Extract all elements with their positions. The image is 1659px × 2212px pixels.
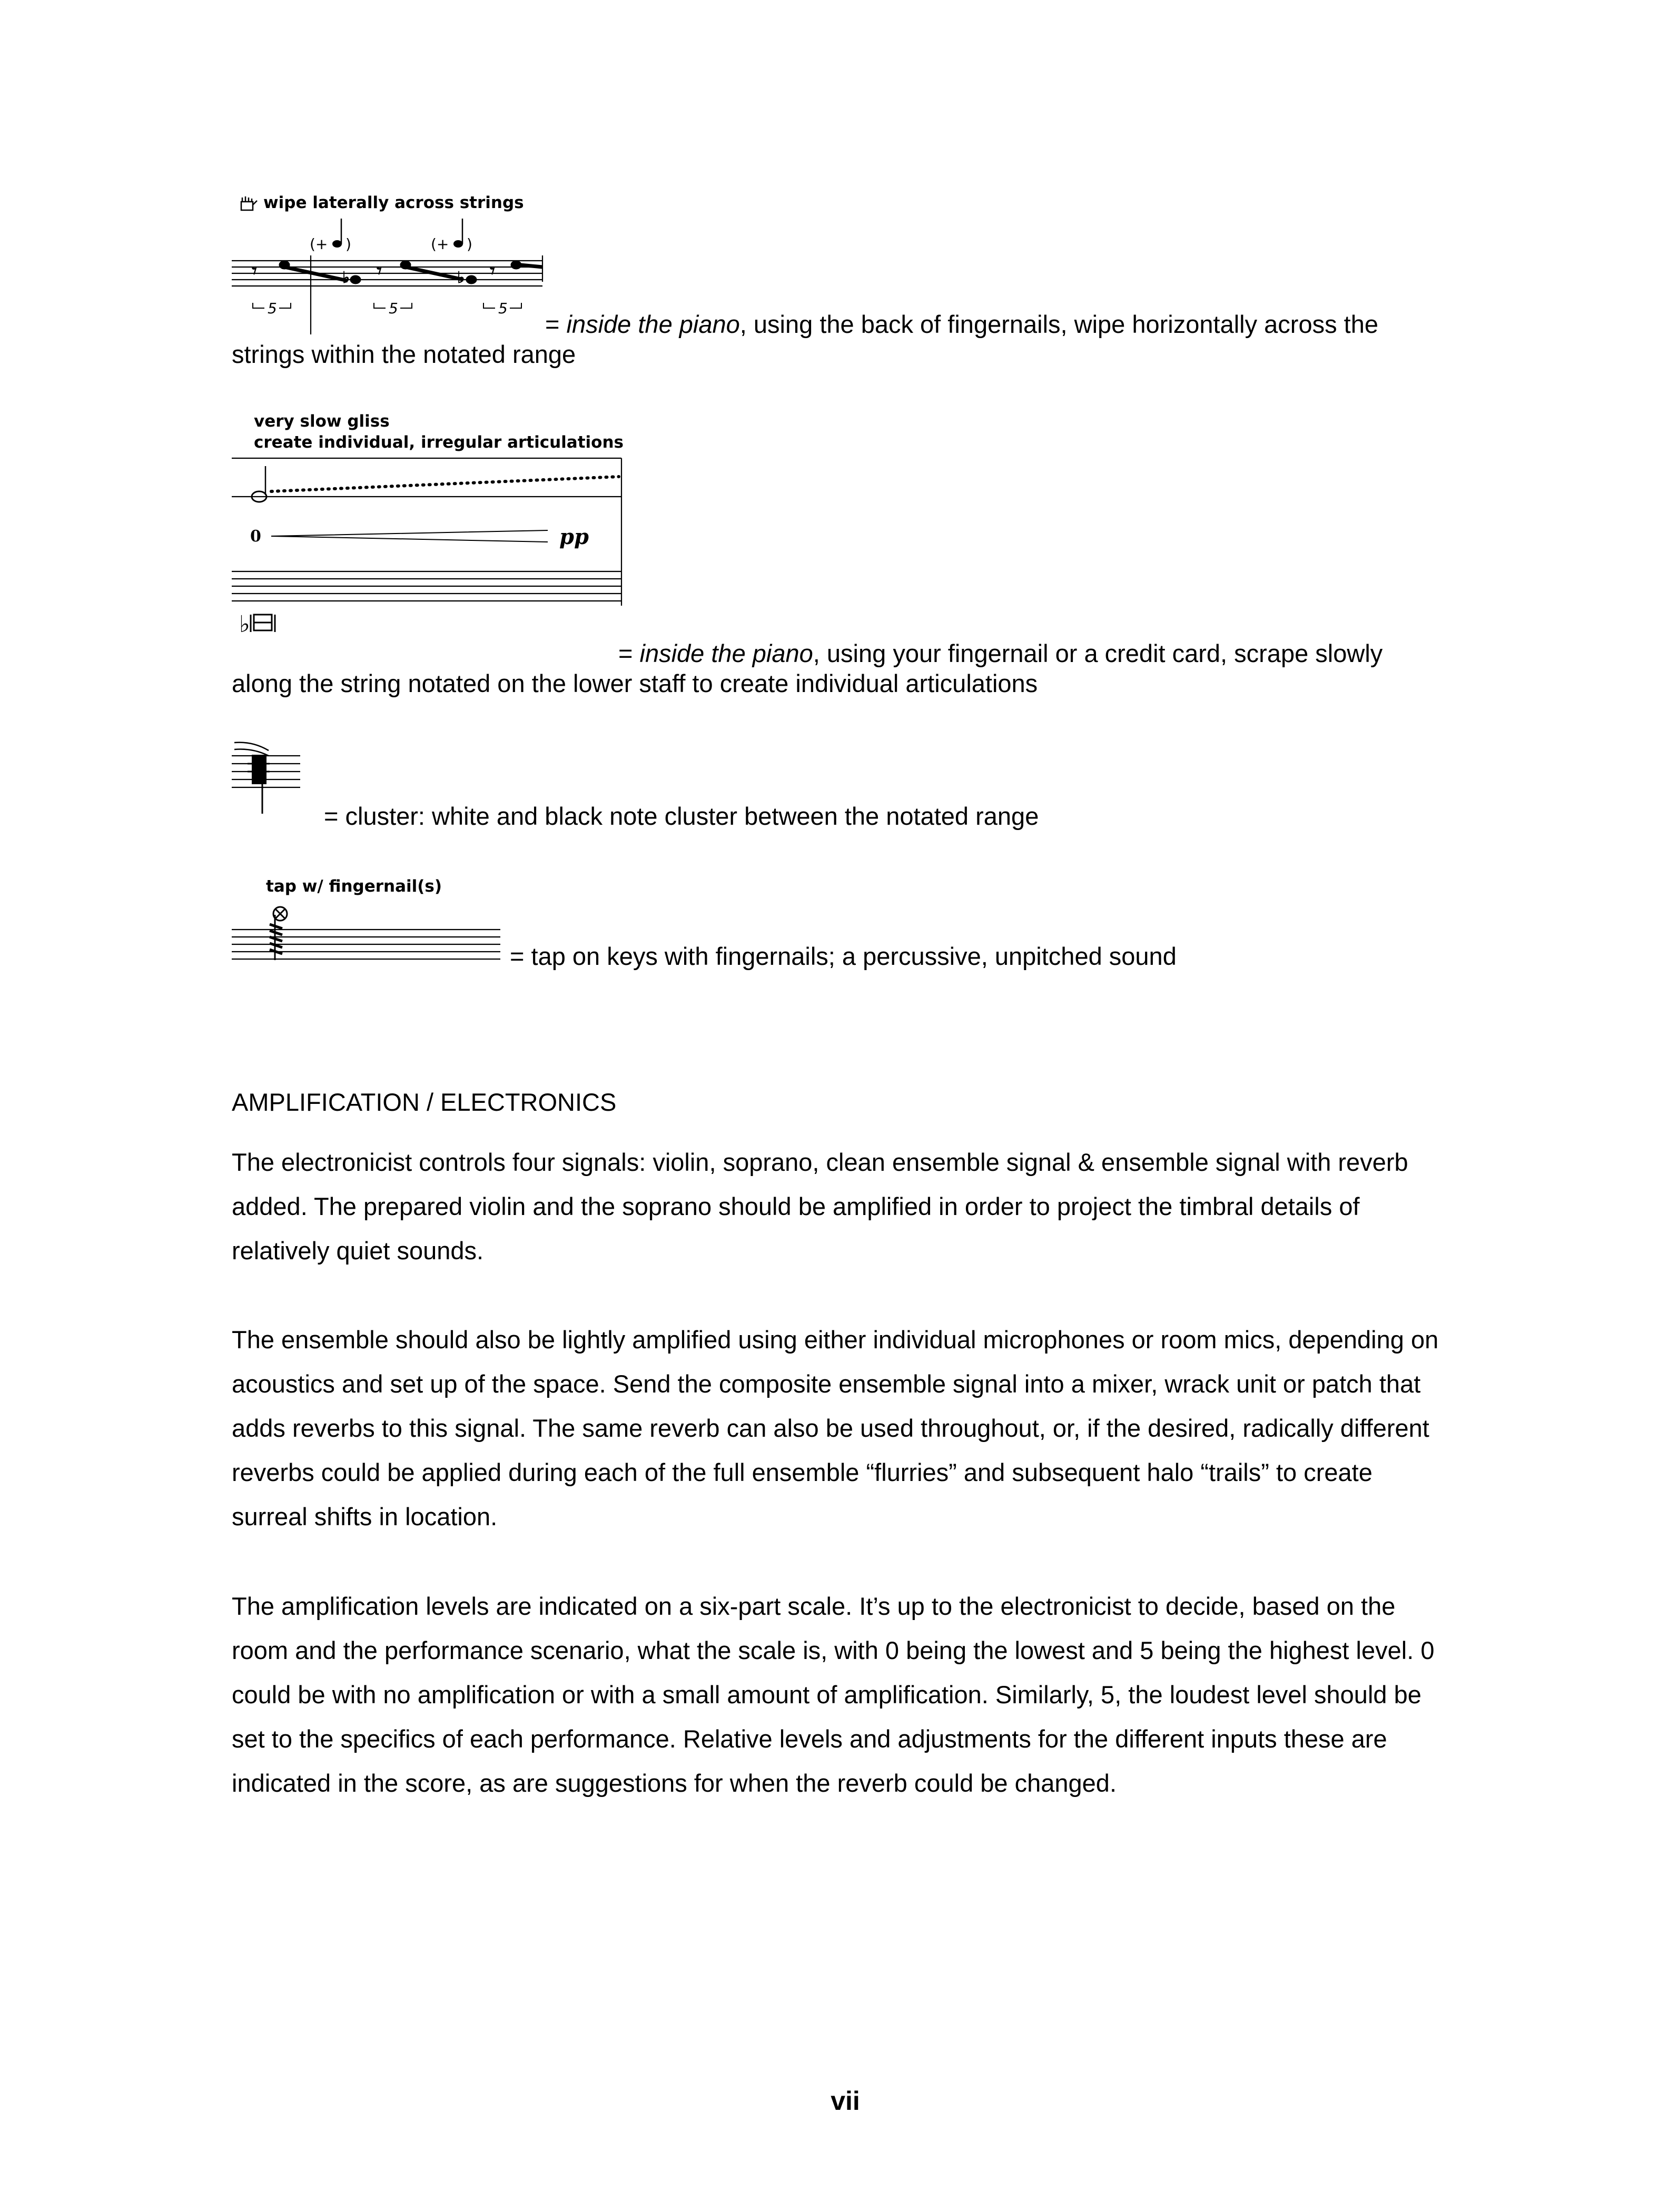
wipe-staff [232, 255, 542, 334]
wipe-notation [232, 187, 548, 334]
paragraph-1: The electronicist controls four signals: violin, soprano, clean ensemble signal & ensemble signal with reverb added. The prepared violin and the soprano should be amplified in order to project the timbral details of relatively quiet sounds. [232, 1148, 1408, 1265]
cluster-figure [232, 735, 305, 819]
cluster-notation [232, 735, 305, 819]
wipe-desc-line [545, 310, 1378, 339]
gliss-desc-line2: along the string notated on the lower staff to create individual articulations [232, 669, 1038, 697]
wipe-eq: = [545, 310, 567, 338]
paragraph-2: The ensemble should also be lightly amplified using either individual microphones or room mics, depending on acoustics and set up of the space. Send the composite ensemble signal into a mixer, wrack unit or patch that adds reverbs to this signal. The same reverb can also be used throughout, or, if the desired, radically different reverbs could be applied during each of the full ensemble “flurries” and subsequent halo “trails” to create surreal shifts in location. [232, 1326, 1439, 1530]
gliss-lower-staff [232, 571, 621, 601]
gliss-dotted-line [271, 477, 619, 491]
gliss-fig-label-2: create individual, irregular articulations [254, 433, 624, 452]
dyn-end: pp [559, 525, 589, 549]
dyn-start: 0 [250, 527, 261, 546]
wipe-italic: inside the piano [566, 310, 740, 338]
svg-text:♭: ♭ [457, 269, 465, 287]
paren-left-1: (+ [310, 235, 328, 253]
paren-right-2: ) [467, 235, 472, 253]
small-note-2 [453, 240, 463, 248]
tap-desc-line: = tap on keys with fingernails; a percussive, unpitched sound [510, 942, 1177, 970]
gliss-desc: , using your fingernail or a credit card, scrape slowly [813, 639, 1383, 667]
wipe-desc-line2: strings within the notated range [232, 340, 576, 368]
page-number: vii [831, 2086, 860, 2116]
paren-left-2: (+ [431, 235, 449, 253]
svg-text:♭: ♭ [239, 611, 250, 638]
tap-figure [232, 872, 506, 964]
small-note-1 [332, 240, 342, 248]
tuplet-brackets [253, 303, 521, 308]
tuplet-1: 5 [268, 300, 277, 317]
paragraph-3: The amplification levels are indicated on a six-part scale. It’s up to the electronicist to decide, based on the room and the performance scenario, what the scale is, with 0 being the lowest and 5 being the highest level. 0 could be with no amplification or with a small amount of amplification. Similarly, 5, the loudest level should be set to the specifics of each performance. Relative levels and adjustments for the different inputs these are indicated in the score, as are suggestions for when the reverb could be changed. [232, 1592, 1435, 1797]
svg-text:♭: ♭ [342, 269, 350, 287]
gliss-fig-label-1: very slow gliss [254, 412, 390, 431]
hand-wipe-icon [241, 196, 257, 210]
tuplet-2: 5 [389, 300, 398, 317]
svg-text:𝄾: 𝄾 [252, 259, 258, 282]
svg-text:𝄾: 𝄾 [377, 259, 382, 282]
crescendo-hairpin [271, 530, 548, 542]
tuplet-3: 5 [498, 300, 508, 317]
paren-right-1: ) [345, 235, 351, 253]
gliss-desc-line [618, 639, 1382, 668]
gliss-eq: = [618, 639, 640, 667]
string-notehead [239, 611, 275, 638]
gliss-figure [232, 408, 632, 640]
section-heading: AMPLIFICATION / ELECTRONICS [232, 1088, 617, 1116]
tap-notation [232, 872, 506, 964]
wipe-desc: , using the back of fingernails, wipe horizontally across the [739, 310, 1378, 338]
wipe-figure [232, 187, 548, 334]
cluster-desc-line: = cluster: white and black note cluster between the notated range [324, 802, 1039, 830]
gliss-italic: inside the piano [639, 639, 813, 667]
cluster-notehead [252, 755, 266, 784]
tap-fig-label: tap w/ fingernail(s) [266, 877, 442, 896]
gliss-notation [232, 408, 632, 640]
wipe-fig-label: wipe laterally across strings [263, 193, 524, 212]
svg-text:𝄾: 𝄾 [490, 259, 496, 282]
